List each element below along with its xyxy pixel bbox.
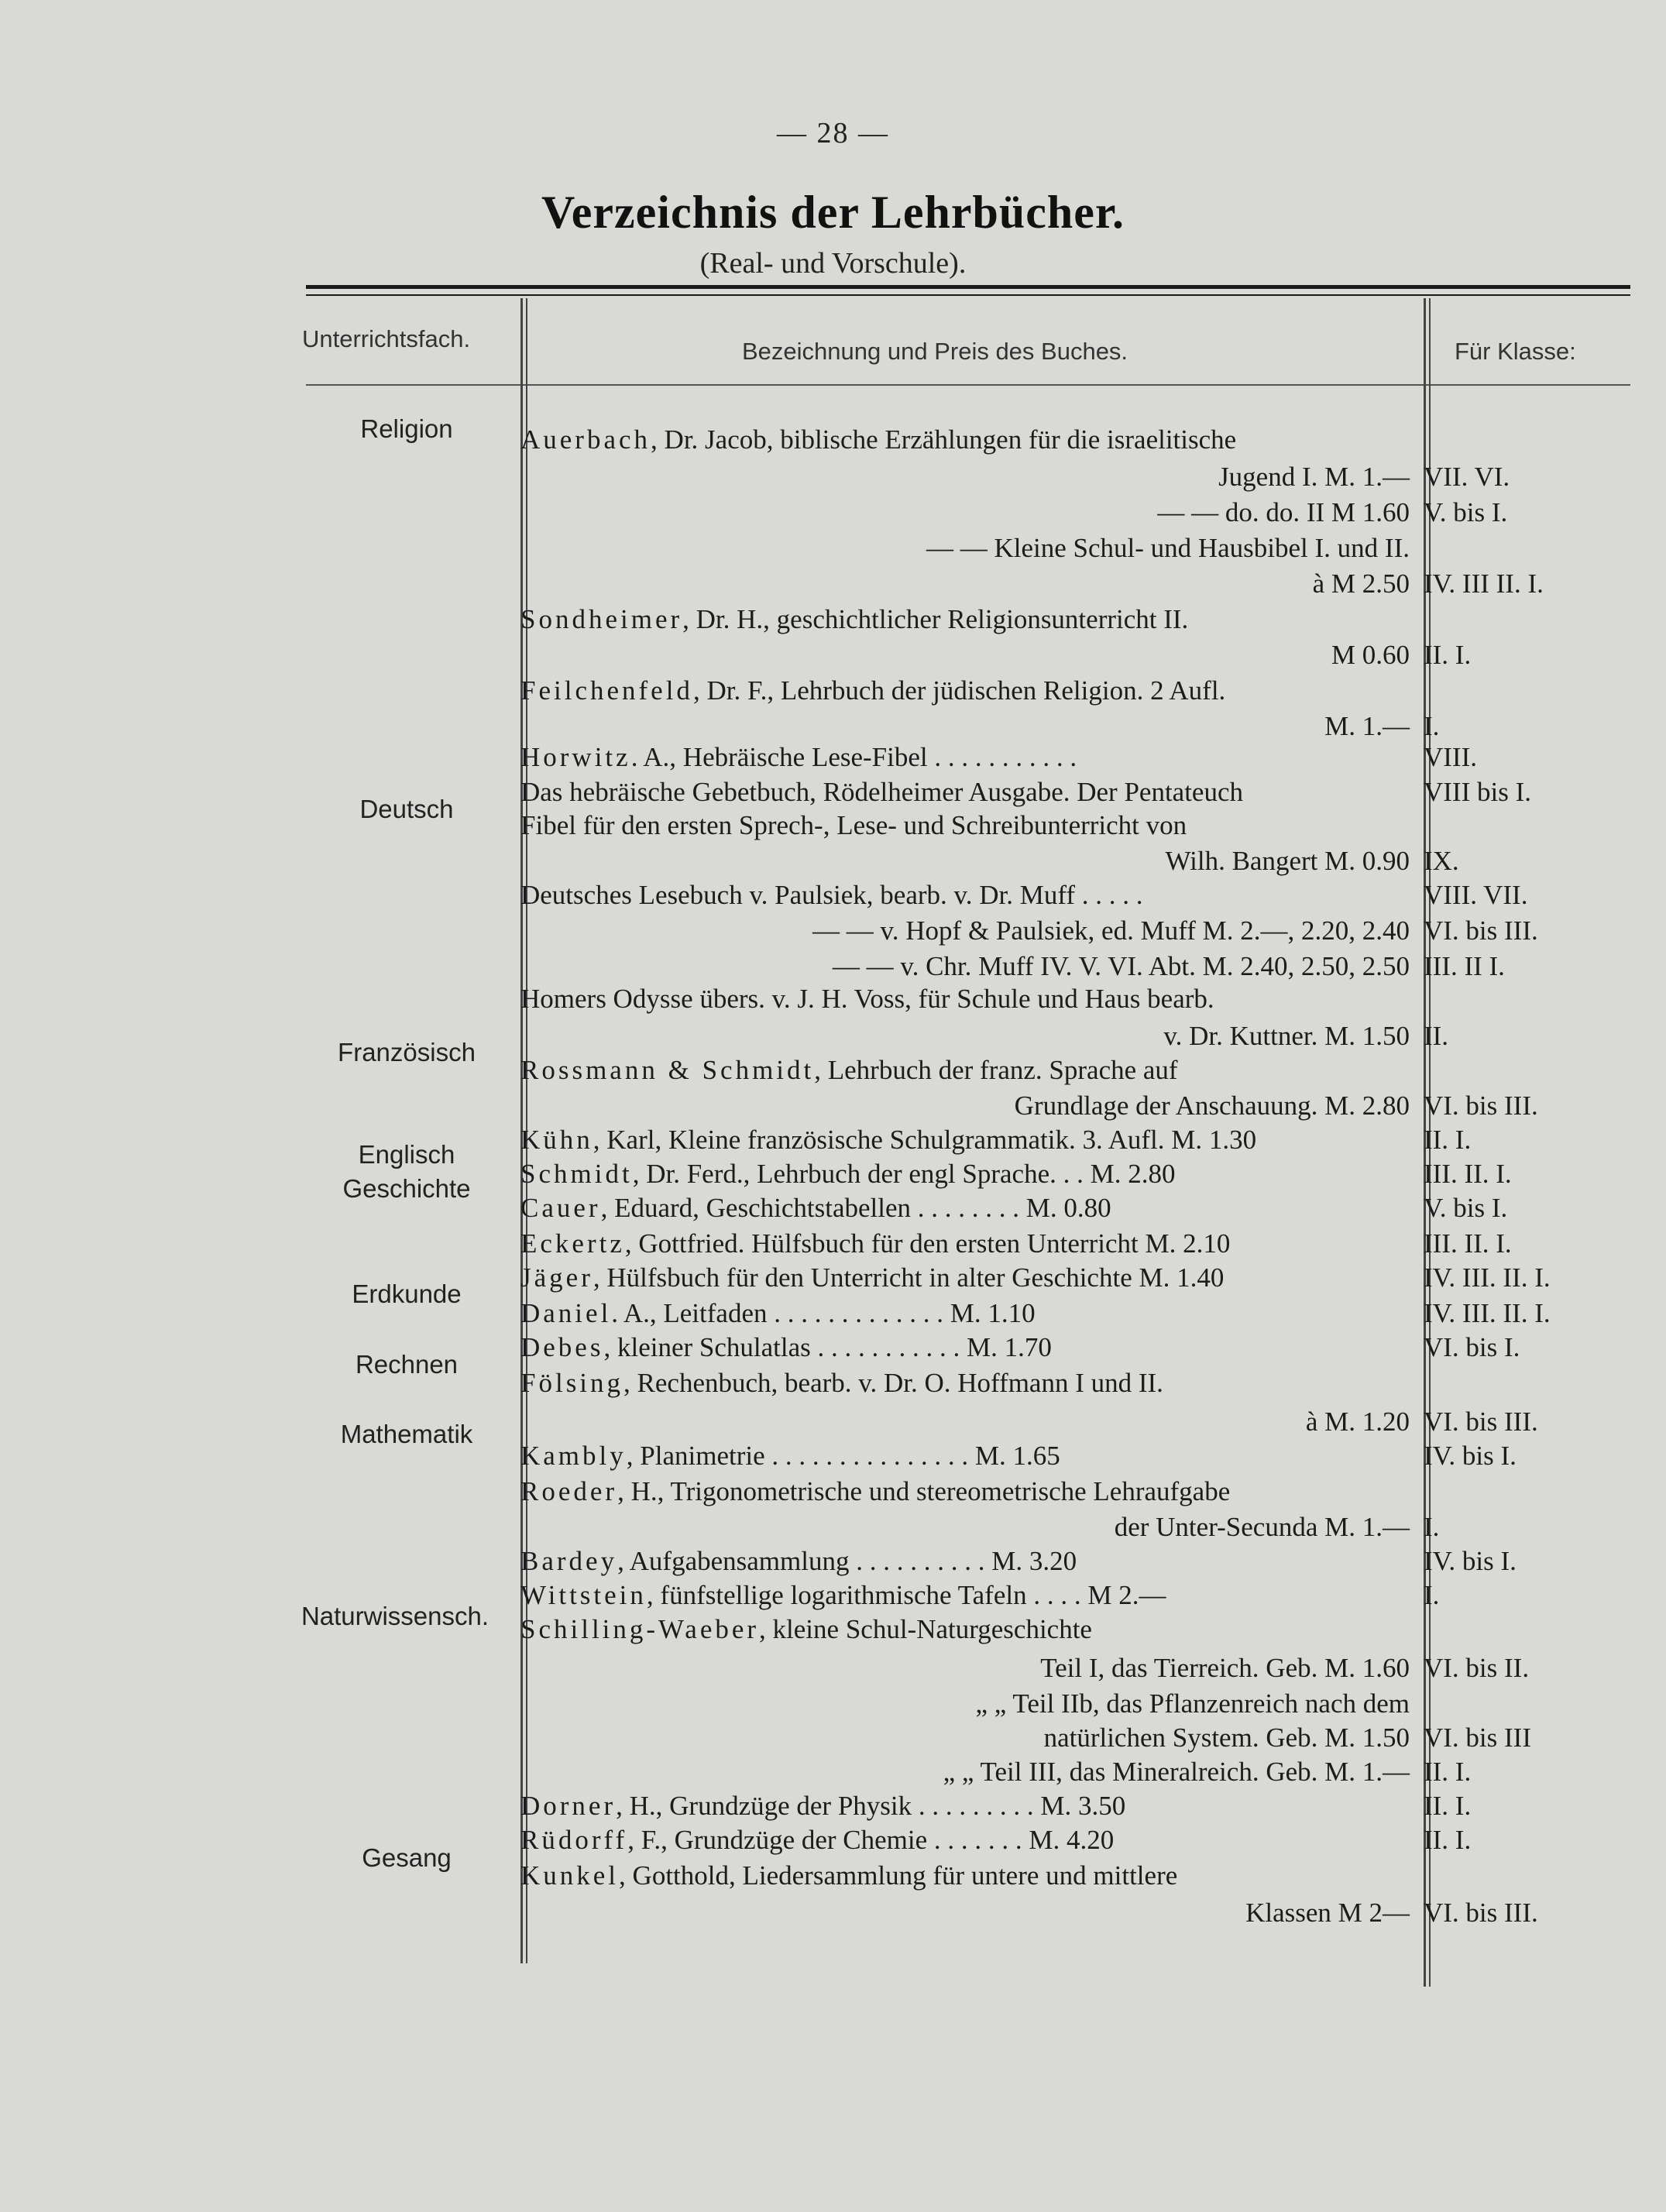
top-rule-thick — [306, 285, 1630, 289]
table-row — [511, 1688, 1410, 1723]
book-text: , Karl, Kleine französische Schulgrammatik. 3. Aufl. M. 1.30 — [593, 1125, 1257, 1155]
book-author: Rossmann & Schmidt — [520, 1055, 815, 1085]
book-class: VI. bis II. — [1424, 1653, 1530, 1683]
book-text: Wilh. Bangert M. 0.90 — [1165, 846, 1410, 876]
book-text: à M. 1.20 — [1305, 1407, 1410, 1437]
table-row — [511, 1898, 1538, 1932]
header-class: Für Klasse: — [1455, 338, 1576, 365]
subject-natur: Naturwissensch. — [301, 1602, 489, 1630]
book-class: IV. bis I. — [1424, 1546, 1517, 1576]
table-row — [511, 742, 1477, 776]
book-text: , kleine Schul-Naturgeschichte — [759, 1614, 1092, 1644]
book-text: , Dr. Ferd., Lehrbuch der engl Sprache. . . M. 2.80 — [632, 1159, 1176, 1189]
book-text: M 0.60 — [1331, 640, 1410, 670]
book-class: VI. bis I. — [1424, 1332, 1520, 1362]
book-class: IX. — [1424, 846, 1459, 876]
table-row — [511, 1193, 1508, 1227]
table-row — [511, 951, 1505, 985]
book-author: Wittstein — [520, 1580, 647, 1610]
table-row — [511, 640, 1472, 674]
table-row — [511, 1614, 1410, 1648]
subject-mathematik: Mathematik — [340, 1420, 473, 1448]
book-text: , Hülfsbuch für den Unterricht in alter Geschichte M. 1.40 — [593, 1262, 1225, 1293]
subject-gesang: Gesang — [362, 1843, 452, 1872]
book-class: V. bis I. — [1424, 497, 1508, 527]
book-text: v. Dr. Kuttner. M. 1.50 — [1163, 1021, 1410, 1051]
book-text: , F., Grundzüge der Chemie . . . . . . . M. 4.20 — [627, 1825, 1115, 1855]
book-text: Fibel für den ersten Sprech-, Lese- und Schreibunterricht von — [520, 810, 1187, 840]
book-author: Kunkel — [520, 1860, 620, 1891]
book-author: Sondheimer — [520, 604, 683, 634]
book-text: , Eduard, Geschichtstabellen . . . . . . . . M. 0.80 — [600, 1193, 1111, 1223]
table-row — [511, 880, 1528, 914]
table-row — [511, 777, 1531, 811]
table-row — [511, 1441, 1517, 1475]
book-class: VI. bis III — [1424, 1723, 1531, 1753]
table-row — [511, 1546, 1517, 1580]
book-class: II. I. — [1424, 1125, 1472, 1155]
table-row — [511, 1332, 1520, 1366]
book-author: Fölsing — [520, 1368, 624, 1398]
table-row — [511, 1653, 1530, 1687]
book-class: VI. bis III. — [1424, 1407, 1538, 1437]
book-class: II. — [1424, 1021, 1449, 1051]
book-text: . A., Hebräische Lese-Fibel . . . . . . . . . . . — [630, 742, 1077, 772]
book-class: VIII. VII. — [1424, 880, 1528, 910]
book-text: der Unter-Secunda M. 1.— — [1114, 1512, 1410, 1542]
table-row — [511, 1757, 1472, 1791]
book-class: VIII bis I. — [1424, 777, 1531, 807]
book-text: , Lehrbuch der franz. Sprache auf — [814, 1055, 1178, 1085]
book-class: IV. III. II. I. — [1424, 1262, 1551, 1293]
table-row — [511, 711, 1440, 745]
subject-rechnen: Rechnen — [355, 1350, 459, 1379]
book-class: VIII. — [1424, 742, 1477, 772]
book-class: II. I. — [1424, 1791, 1472, 1821]
book-text: , H., Grundzüge der Physik . . . . . . . . . M. 3.50 — [616, 1791, 1126, 1821]
book-text: , H., Trigonometrische und stereometrische Lehraufgabe — [617, 1476, 1231, 1506]
table-row — [511, 1055, 1410, 1089]
subject-religion: Religion — [360, 414, 453, 443]
top-rule-thin — [306, 294, 1630, 296]
table-row — [511, 810, 1410, 844]
table-row — [511, 1860, 1410, 1894]
table-row — [511, 1125, 1472, 1159]
page-subtitle: (Real- und Vorschule). — [699, 247, 967, 280]
page-number: — 28 — — [777, 117, 889, 149]
book-text: , Planimetrie . . . . . . . . . . . . . . . M. 1.65 — [626, 1441, 1060, 1471]
book-text: , Gottfried. Hülfsbuch für den ersten Unterricht M. 2.10 — [624, 1228, 1231, 1259]
book-text: „ „ Teil III, das Mineralreich. Geb. M. 1.— — [943, 1757, 1410, 1787]
book-class: III. II I. — [1424, 951, 1505, 981]
table-row — [511, 1723, 1531, 1757]
table-row — [511, 604, 1410, 638]
table-row — [511, 1368, 1410, 1402]
book-author: Eckertz — [520, 1228, 625, 1259]
table-row — [511, 1407, 1538, 1441]
book-class: III. II. I. — [1424, 1159, 1512, 1189]
book-author: Jäger — [520, 1262, 593, 1293]
book-class: VI. bis III. — [1424, 1898, 1538, 1928]
book-class: IV. III. II. I. — [1424, 1298, 1551, 1328]
table-row — [511, 533, 1410, 567]
subject-englisch: Englisch — [358, 1140, 455, 1169]
book-author: Rüdorff — [520, 1825, 628, 1855]
book-class: I. — [1424, 1580, 1440, 1610]
book-text: „ „ Teil IIb, das Pflanzenreich nach dem — [975, 1688, 1410, 1719]
table-row — [511, 675, 1410, 709]
book-text: , Dr. H., geschichtlicher Religionsunterricht II. — [682, 604, 1189, 634]
book-author: Daniel — [520, 1298, 612, 1328]
table-row — [511, 568, 1544, 603]
book-author: Feilchenfeld — [520, 675, 693, 706]
book-text: — — v. Chr. Muff IV. V. VI. Abt. M. 2.40, 2.50, 2.50 — [832, 951, 1410, 981]
table-row — [511, 1159, 1512, 1193]
subject-erdkunde: Erdkunde — [352, 1279, 462, 1308]
subject-deutsch: Deutsch — [359, 795, 454, 823]
book-text: M. 1.— — [1324, 711, 1410, 741]
table-row — [511, 1262, 1551, 1297]
book-text: Teil I, das Tierreich. Geb. M. 1.60 — [1040, 1653, 1410, 1683]
book-class: I. — [1424, 1512, 1440, 1542]
book-text: natürlichen System. Geb. M. 1.50 — [1043, 1723, 1410, 1753]
book-author: Schilling-Waeber — [520, 1614, 760, 1644]
table-row — [511, 1512, 1440, 1546]
book-text: , Aufgabensammlung . . . . . . . . . . M. 3.20 — [617, 1546, 1077, 1576]
book-text: , Rechenbuch, bearb. v. Dr. O. Hoffmann I und II. — [623, 1368, 1163, 1398]
subject-franz: Französisch — [338, 1038, 476, 1066]
book-class: II. I. — [1424, 1757, 1472, 1787]
book-author: Kambly — [520, 1441, 627, 1471]
book-text: , Dr. F., Lehrbuch der jüdischen Religion. 2 Aufl. — [692, 675, 1226, 706]
book-author: Horwitz — [520, 742, 631, 772]
book-author: Kühn — [520, 1125, 593, 1155]
table-row — [511, 1298, 1551, 1332]
book-class: V. bis I. — [1424, 1193, 1508, 1223]
book-text: — — v. Hopf & Paulsiek, ed. Muff M. 2.—, 2.20, 2.40 — [812, 915, 1410, 946]
book-author: Roeder — [520, 1476, 618, 1506]
book-text: Homers Odysse übers. v. J. H. Voss, für Schule und Haus bearb. — [520, 984, 1214, 1014]
book-text: — — Kleine Schul- und Hausbibel I. und II. — [926, 533, 1410, 563]
book-text: — — do. do. II M 1.60 — [1157, 497, 1410, 527]
book-text: Klassen M 2— — [1245, 1898, 1410, 1928]
book-text: , Gotthold, Liedersammlung für untere und mittlere — [619, 1860, 1178, 1891]
book-author: Bardey — [520, 1546, 618, 1576]
header-subject: Unterrichtsfach. — [302, 325, 471, 352]
book-class: VI. bis III. — [1424, 1091, 1538, 1121]
book-author: Debes — [520, 1332, 604, 1362]
subject-geschichte: Geschichte — [342, 1174, 471, 1203]
table-row — [511, 462, 1510, 496]
book-text: . A., Leitfaden . . . . . . . . . . . . . M. 1.10 — [611, 1298, 1036, 1328]
header-rule — [306, 384, 1630, 386]
table-row — [511, 1476, 1410, 1510]
table-row — [511, 915, 1538, 950]
table-row — [511, 1791, 1472, 1825]
book-text: Deutsches Lesebuch v. Paulsiek, bearb. v. Dr. Muff . . . . . — [520, 880, 1143, 910]
page-title: Verzeichnis der Lehrbücher. — [541, 187, 1125, 238]
book-author: Dorner — [520, 1791, 617, 1821]
book-class: VII. VI. — [1424, 462, 1510, 492]
table-row — [511, 1580, 1440, 1614]
table-row — [511, 846, 1459, 880]
book-text: Grundlage der Anschauung. M. 2.80 — [1014, 1091, 1410, 1121]
book-class: IV. bis I. — [1424, 1441, 1517, 1471]
book-class: I. — [1424, 711, 1440, 741]
book-text: , Dr. Jacob, biblische Erzählungen für die israelitische — [651, 424, 1237, 455]
book-author: Cauer — [520, 1193, 601, 1223]
table-row — [511, 984, 1410, 1018]
book-text: Das hebräische Gebetbuch, Rödelheimer Ausgabe. Der Pentateuch — [520, 777, 1244, 807]
book-class: II. I. — [1424, 1825, 1472, 1855]
table-row — [511, 1825, 1472, 1859]
book-class: IV. III II. I. — [1424, 568, 1544, 599]
book-text: à M 2.50 — [1312, 568, 1410, 599]
table-row — [511, 497, 1508, 531]
table-row — [511, 1228, 1512, 1262]
table-row — [511, 424, 1410, 459]
table-row — [511, 1091, 1538, 1125]
header-book: Bezeichnung und Preis des Buches. — [742, 338, 1128, 365]
book-text: , fünfstellige logarithmische Tafeln . . . . M 2.— — [646, 1580, 1166, 1610]
book-author: Schmidt — [520, 1159, 633, 1189]
book-text: , kleiner Schulatlas . . . . . . . . . . . M. 1.70 — [603, 1332, 1052, 1362]
book-text: Jugend I. M. 1.— — [1218, 462, 1410, 492]
table-row — [511, 1021, 1449, 1055]
book-author: Auerbach — [520, 424, 651, 455]
book-class: III. II. I. — [1424, 1228, 1512, 1259]
book-class: II. I. — [1424, 640, 1472, 670]
book-class: VI. bis III. — [1424, 915, 1538, 946]
